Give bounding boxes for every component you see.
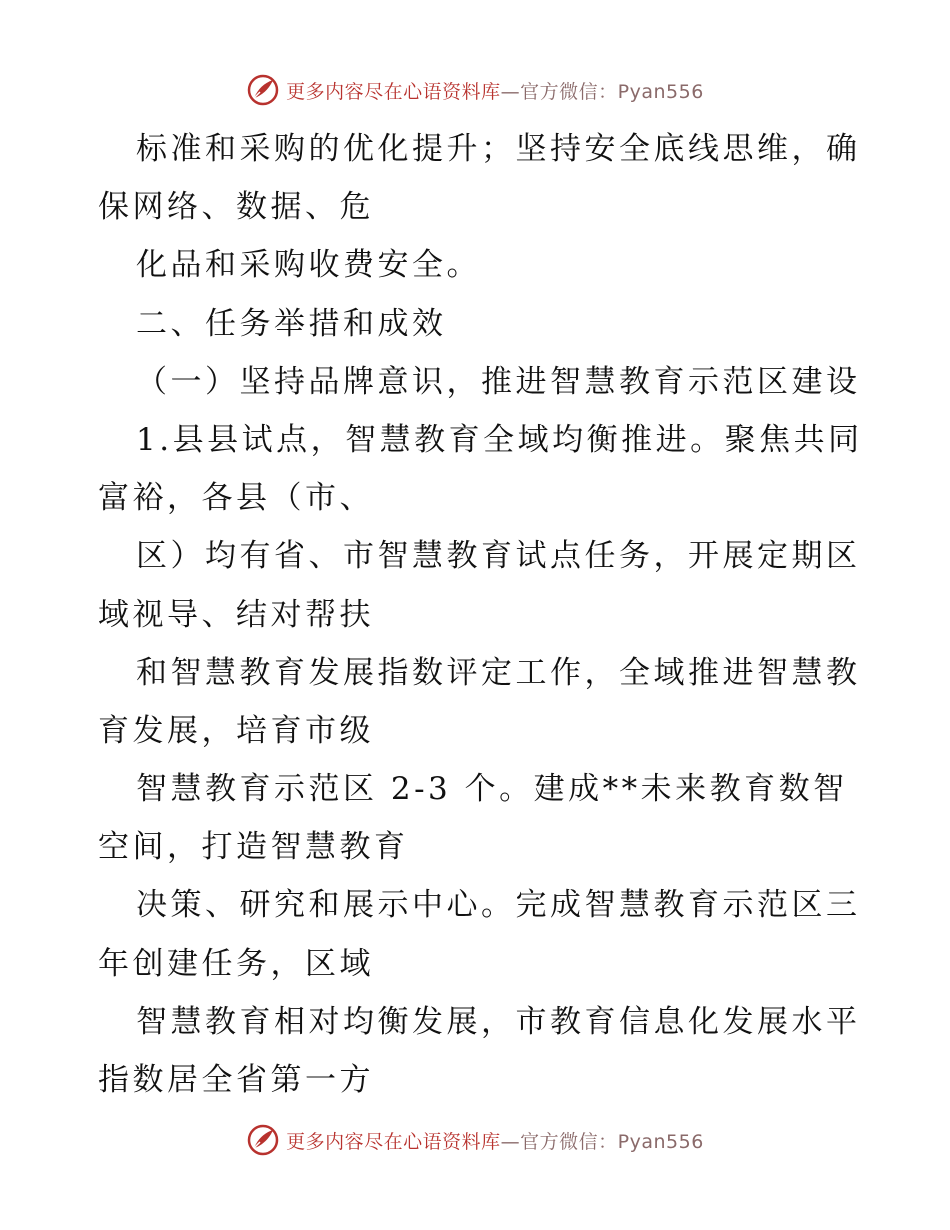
text-line: 决策、研究和展示中心。完成智慧教育示范区三	[136, 887, 861, 924]
quill-logo-icon	[246, 73, 280, 107]
watermark-text	[286, 1127, 704, 1154]
watermark-main-text: 更多内容尽在心语资料库	[286, 80, 501, 103]
text-line: 标准和采购的优化提升；坚持安全底线思维，确	[136, 131, 861, 167]
watermark-sub-text: —官方微信：Pyan556	[500, 80, 704, 103]
watermark-main-text: 更多内容尽在心语资料库	[286, 1130, 501, 1153]
header-watermark	[0, 70, 950, 110]
text-line: 智慧教育示范区 2-3 个。建成**未来教育数智	[136, 771, 848, 808]
document-body	[98, 120, 863, 1109]
watermark-sub-text: —官方微信：Pyan556	[500, 1130, 704, 1153]
text-line: 年创建任务，区域	[98, 945, 374, 982]
subsection-heading: （一）坚持品牌意识，推进智慧教育示范区建设	[136, 363, 861, 400]
text-line: 区）均有省、市智慧教育试点任务，开展定期区	[136, 538, 861, 575]
text-line: 和智慧教育发展指数评定工作，全域推进智慧教	[136, 654, 861, 691]
footer-watermark	[0, 1120, 950, 1160]
text-line: 智慧教育相对均衡发展，市教育信息化发展水平	[136, 1003, 861, 1040]
text-line: 保网络、数据、危	[98, 189, 374, 226]
text-line: 育发展，培育市级	[98, 712, 374, 749]
text-line: 1.县县试点，智慧教育全域均衡推进。聚焦共同	[136, 421, 863, 458]
section-heading: 二、任务举措和成效	[136, 305, 447, 342]
text-line: 化品和采购收费安全。	[136, 247, 481, 284]
text-line: 富裕，各县（市、	[98, 480, 374, 517]
text-line: 指数居全省第一方	[98, 1062, 374, 1098]
quill-logo-icon	[246, 1123, 280, 1157]
text-line: 域视导、结对帮扶	[98, 596, 374, 633]
watermark-text	[286, 77, 704, 104]
text-line: 空间，打造智慧教育	[98, 829, 409, 866]
